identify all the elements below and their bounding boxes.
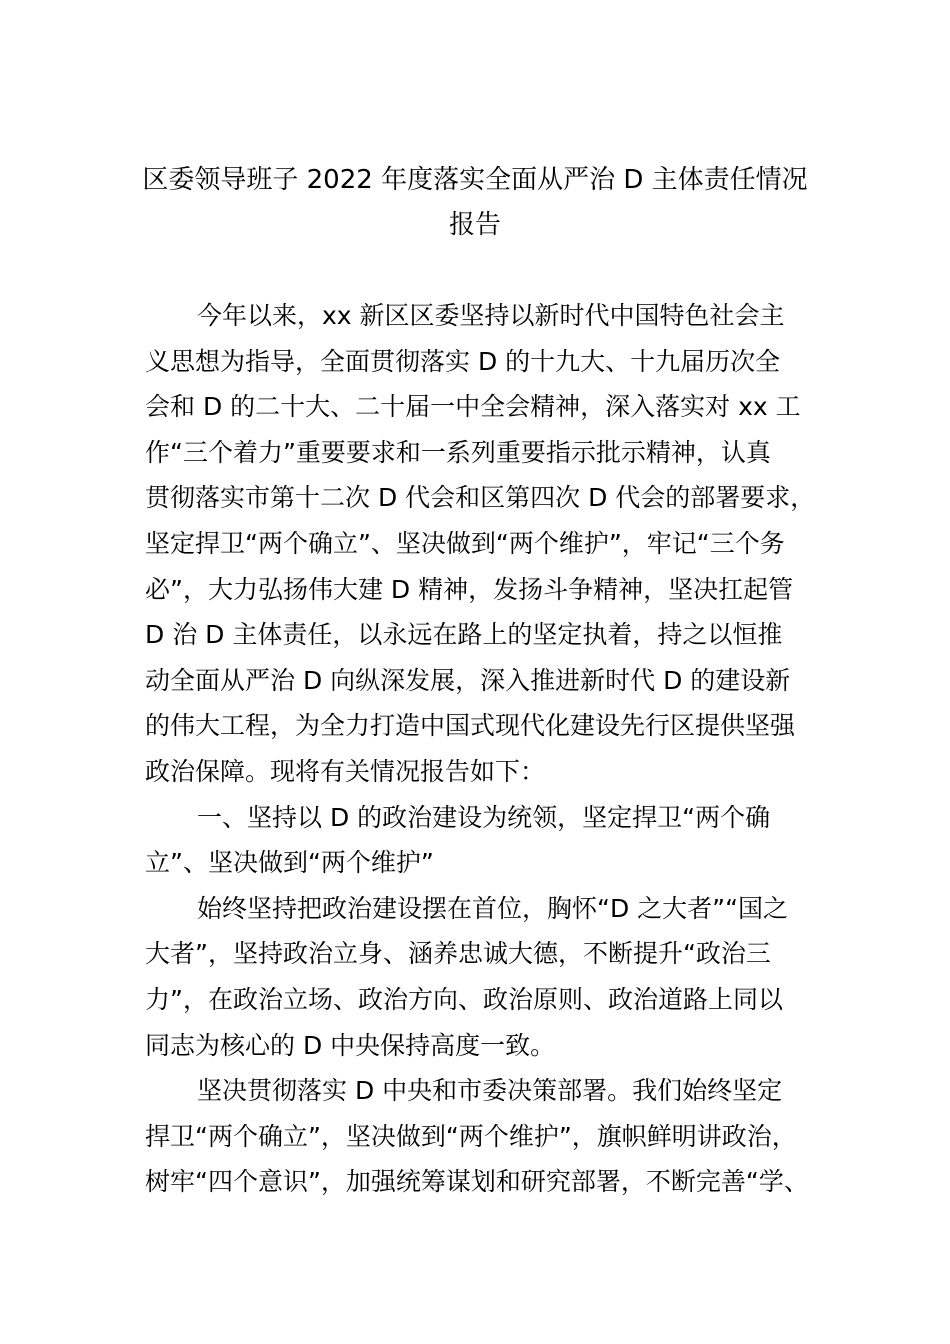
section-heading-line: 立”、坚决做到“两个维护” — [145, 848, 434, 878]
paragraph-1-line: 义思想为指导，全面贯彻落实 D 的十九大、十九届历次全 — [145, 346, 781, 376]
paragraph-1-line: 必”，大力弘扬伟大建 D 精神，发扬斗争精神，坚决扛起管 — [145, 574, 794, 604]
paragraph-1-line: 的伟大工程，为全力打造中国式现代化建设先行区提供坚强 — [145, 711, 796, 741]
paragraph-1-line: 坚定捍卫“两个确立”、坚决做到“两个维护”，牢记“三个务 — [145, 528, 785, 558]
paragraph-3-line: 树牢“四个意识”，加强统筹谋划和研究部署，不断完善“学、 — [145, 1167, 809, 1197]
paragraph-3-line: 坚决贯彻落实 D 中央和市委决策部署。我们始终坚定 — [197, 1076, 783, 1106]
paragraph-2-line: 始终坚持把政治建设摆在首位，胸怀“D 之大者”“国之 — [197, 893, 789, 923]
paragraph-3-line: 捍卫“两个确立”，坚决做到“两个维护”，旗帜鲜明讲政治， — [145, 1121, 797, 1151]
paragraph-2-line: 大者”，坚持政治立身、涵养忠诚大德，不断提升“政治三 — [145, 939, 771, 969]
paragraph-1-line: 今年以来，xx 新区区委坚持以新时代中国特色社会主 — [197, 301, 785, 330]
paragraph-1-line: 贯彻落实市第十二次 D 代会和区第四次 D 代会的部署要求， — [145, 483, 816, 513]
paragraph-2-line: 力”，在政治立场、政治方向、政治原则、政治道路上同以 — [145, 984, 783, 1014]
paragraph-1-line: 政治保障。现将有关情况报告如下： — [145, 756, 546, 786]
paragraph-1-line: D 治 D 主体责任，以永远在路上的坚定执着，持之以恒推 — [145, 620, 783, 650]
section-heading-line: 一、坚持以 D 的政治建设为统领，坚定捍卫“两个确 — [197, 802, 771, 832]
paragraph-1-line: 动全面从严治 D 向纵深发展，深入推进新时代 D 的建设新 — [145, 665, 791, 695]
document-body — [145, 293, 845, 1205]
paragraph-1-line: 作“三个着力”重要要求和一系列重要指示批示精神，认真 — [145, 437, 771, 467]
title-line-1: 区委领导班子 2022 年度落实全面从严治 D 主体责任情况 — [142, 165, 808, 195]
paragraph-2-line: 同志为核心的 D 中央保持高度一致。 — [145, 1030, 556, 1060]
document-title — [120, 158, 830, 248]
paragraph-1-line: 会和 D 的二十大、二十届一中全会精神，深入落实对 xx 工 — [145, 392, 801, 422]
title-line-2: 报告 — [448, 210, 501, 240]
